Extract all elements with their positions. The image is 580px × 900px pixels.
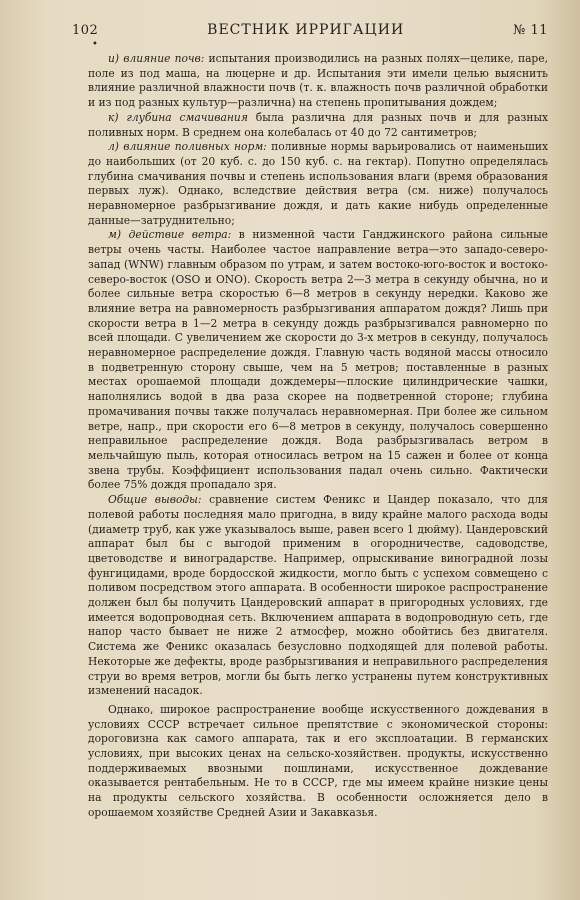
paragraph-wind-action bbox=[88, 228, 548, 493]
paragraph-soil-influence bbox=[88, 52, 548, 111]
paragraph-lead: л) влияние поливных норм: bbox=[108, 140, 267, 154]
paragraph-text: поливные нормы варьировались от наименьших до наибольших (от 20 куб. с. до 150 куб. с. на гектар). Попутно определялась глубина смачивания почвы и степень использования влаги (время образования первых луж). Однако, вследствие действия ветра (см. ниже) получалось неравномерное разбрызгивание дождя, и дать какие нибудь определенные данные—затруднительно; bbox=[88, 140, 548, 227]
paragraph-text: в низменной части Ганджинского района сильные ветры очень часты. Наиболее частое направление ветра—это западо-северо-запад (WNW) главным образом по утрам, и затем востоко-юго-восток и востоко-северо-восток (OSO и ONO). Скорость ветра 2—3 метра в секунду обычна, но и более сильные ветра скоростью 6—8 метров в секунду нередки. Каково же влияние ветра на равномерность разбрызгивания аппаратом дождя? Лишь при скорости ветра в 1—2 метра в секунду дождь разбрызгивался равномерно по всей площади. С увеличением же скорости до 3-х метров в секунду, получалось неравномерное распределение дождя. Главную часть водяной массы относило в подветренную сторону свыше, чем на 5 метров; поставленные в разных местах орошаемой площади дождемеры—плоские цилиндрические чашки, наполнялись водой в два раза скорее на подветренной стороне; глубина промачивания почвы также получалась неравномерная. При более же сильном ветре, напр., при скорости его 6—8 метров в секунду, получалось совершенно неправильное распределение дождя. Вода разбрызгивалась ветром в мельчайшую пыль, которая относилась ветром на 15 сажен и более от конца звена трубы. Коэффициент использования падал очень сильно. Фактически более 75% дождя пропадало зря. bbox=[88, 228, 548, 492]
paragraph-economic-obstacles bbox=[88, 703, 548, 821]
paragraph-text: Однако, широкое распространение вообще искусственного дождевания в условиях СССР встречает сильное препятствие с экономической стороны: дороговизна как самого аппарата, так и его эксплоатации. В германских условиях, при высоких ценах на сельско-хозяйствен. продукты, искусственно поддерживаемых ввозными пошлинами, искусственное дождевание оказывается рентабельным. Не то в СССР, где мы имеем крайне низкие цены на продукты сельского хозяйства. В особенности осложняется дело в орошаемом хозяйстве Средней Азии и Закавказья. bbox=[88, 702, 548, 819]
bullet-mark: • bbox=[92, 39, 98, 50]
page-number: 102 bbox=[72, 23, 99, 38]
paragraph-irrigation-norms bbox=[88, 140, 548, 228]
page-header bbox=[72, 22, 548, 38]
article-body bbox=[88, 52, 548, 821]
paragraph-lead: к) глубина смачивания bbox=[108, 110, 248, 124]
journal-title: ВЕСТНИК ИРРИГАЦИИ bbox=[207, 22, 405, 38]
paragraph-lead: м) действие ветра: bbox=[108, 228, 232, 242]
paragraph-text: сравнение систем Феникс и Цандер показало, что для полевой работы последняя мало пригодна, в виду крайне малого расхода воды (диаметр труб, как уже указывалось выше, равен всего 1 дюйму). Цандеровский аппарат был бы с выгодой применим в огородничестве, садоводстве, цветоводстве и виноградарстве. Например, опрыскивание виноградной лозы фунгицидами, вроде бордосской жидкости, могло быть с успехом совмещено с поливом посредством этого аппарата. В особенности широкое распространение должен был бы получить Цандеровский аппарат в пригородных условиях, где имеется водопроводная сеть. Включением аппарата в водопроводную сеть, где напор часто бывает не ниже 2 атмосфер, можно обойтись без двигателя. Система же Феникс оказалась безусловно подходящей для полевой работы. Некоторые же дефекты, вроде разбрызгивания и неправильного распределения струи во время ветров, могли бы быть легко устранены путем конструктивных изменений насадок. bbox=[88, 493, 548, 698]
paragraph-lead: и) влияние почв: bbox=[108, 52, 205, 65]
paragraph-text: испытания производились на разных полях—целике, паре, поле из под маша, на люцерне и др. Испытания эти имели целью выяснить влияние различной влажности почв (т. к. влажность почв различной обработки и из под разных культур—различна) на степень пропитывания дождем; bbox=[88, 52, 548, 110]
issue-number: № 11 bbox=[513, 23, 548, 38]
paragraph-lead: Общие выводы: bbox=[108, 493, 202, 507]
paragraph-wetting-depth bbox=[88, 111, 548, 140]
paragraph-text: была различна для разных почв и для разных поливных норм. В среднем она колебалась от 40 до 72 сантиметров; bbox=[88, 110, 548, 139]
paragraph-general-conclusions bbox=[88, 493, 548, 699]
